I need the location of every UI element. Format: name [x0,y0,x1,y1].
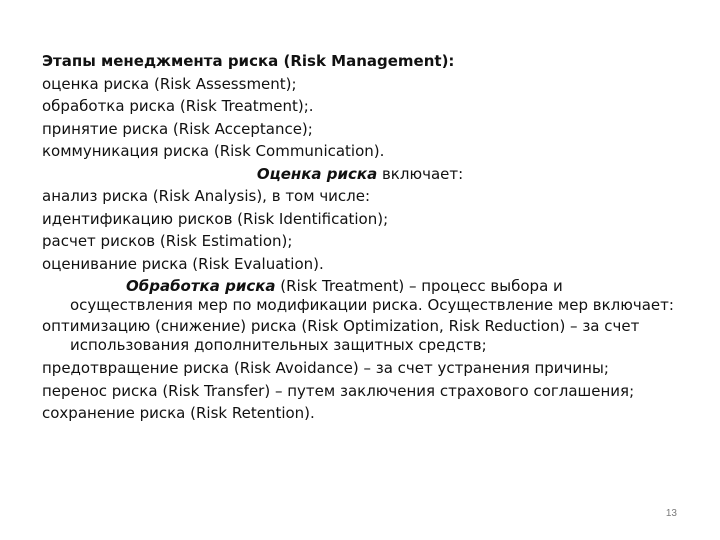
treatment-item: оптимизацию (снижение) риска (Risk Optimization, Risk Reduction) – за счет использования дополнительных защитных средств; [42,317,640,354]
stage-item: принятие риска (Risk Acceptance); [42,119,313,138]
stage-item: обработка риска (Risk Treatment);. [42,97,314,115]
treatment-item: сохранение риска (Risk Retention). [42,404,315,422]
assessment-item: идентификацию рисков (Risk Identification); [42,209,389,228]
assessment-term: Оценка риска [256,164,378,183]
slide-content [42,50,678,425]
assessment-item: расчет рисков (Risk Estimation); [42,232,293,250]
page-number: 13 [665,508,677,519]
slide-title: Этапы менеджмента риска (Risk Management): [42,52,455,70]
treatment-term: Обработка риска [126,277,276,295]
assessment-heading [42,163,678,186]
treatment-description: (Risk Treatment) – процесс выбора и осуществления мер по модификации риска. Осуществление мер включает: [70,277,674,314]
assessment-heading-rest: включает: [377,164,464,183]
treatment-item: перенос риска (Risk Transfer) – путем заключения страхового соглашения; [42,381,635,400]
stage-item: коммуникация риска (Risk Communication). [42,142,385,160]
assessment-item: оценивание риска (Risk Evaluation). [42,254,324,273]
treatment-item: предотвращение риска (Risk Avoidance) – за счет устранения причины; [42,359,609,377]
assessment-item: анализ риска (Risk Analysis), в том числе: [42,187,371,205]
treatment-paragraph [42,277,678,315]
stage-item: оценка риска (Risk Assessment); [42,74,297,93]
